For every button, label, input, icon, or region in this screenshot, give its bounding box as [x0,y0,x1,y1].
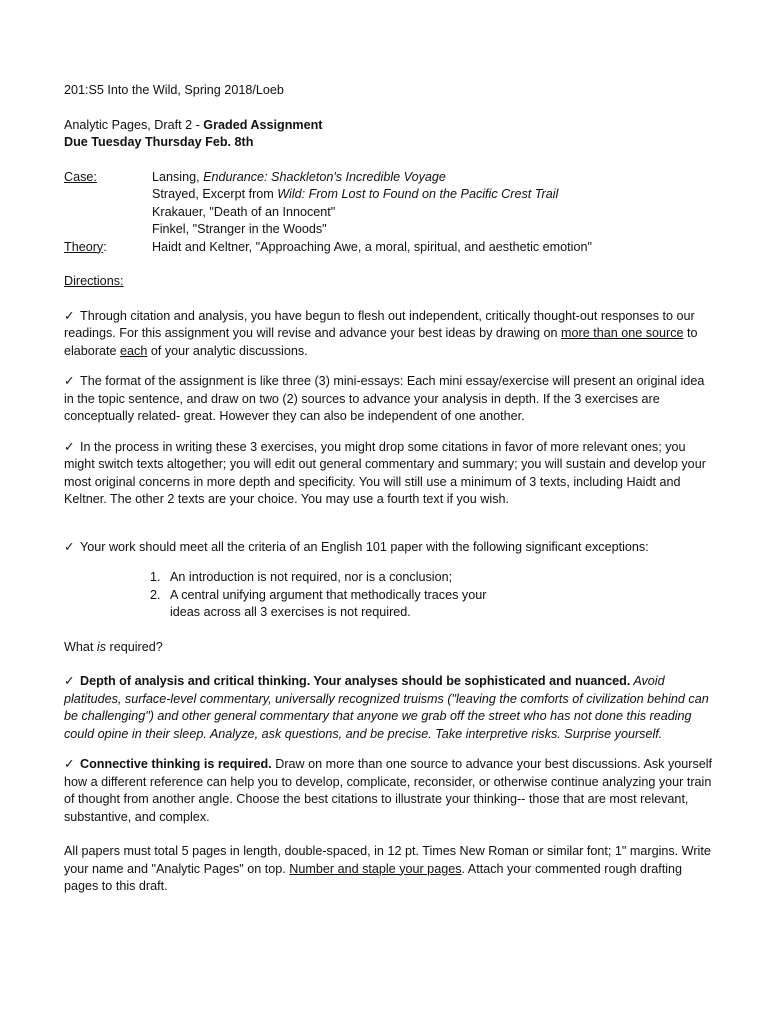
document-page [64,82,714,896]
case-work: Wild: From Lost to Found on the Pacific Crest Trail [277,187,559,201]
required-heading [64,639,714,657]
p5-italic: Avoid platitudes, surface-level commentary, universally recognized truisms ("leaving the comforts of civilization behind can be challenging") and other general commentary that anyone we grab off the street who has not done this reading could opine in their sleep. Analyze, ask questions, and be precise. Take interpretive risks. Surprise yourself. [64,674,709,741]
case-label: Case: [64,169,97,184]
assignment-title-prefix: Analytic Pages, Draft 2 - [64,117,204,132]
requirement-paragraph-2 [64,756,714,826]
list-number: 1. [150,570,161,584]
case-work: "Stranger in the Woods" [192,222,327,236]
assignment-title-bold: Graded Assignment [203,117,323,132]
list-item [150,569,714,587]
case-work: Endurance: Shackleton's Incredible Voyage [203,169,446,184]
case-author: Krakauer, [152,204,210,219]
p1-text-a: Through citation and analysis, you have begun to flesh out independent, critically thought-out responses to our readings. For this assignment you will revise and advance your best ideas by drawing on [64,308,695,340]
required-text-c: required? [106,639,163,654]
case-work: "Death of an Innocent" [209,204,336,219]
p4-text: Your work should meet all the criteria of an English 101 paper with the following significant exceptions: [80,539,649,554]
p5-bold: Depth of analysis and critical thinking. Your analyses should be sophisticated and nuanced. [80,674,631,688]
case-row-4 [64,221,592,239]
checkmark-icon: ✓ [64,374,75,388]
checkmark-icon: ✓ [64,439,75,454]
required-text-is: is [96,639,107,654]
p6-bold: Connective thinking is required. [80,757,272,771]
list-text: An introduction is not required, nor is a conclusion; [170,570,453,584]
checkmark-icon: ✓ [64,757,75,771]
case-row-3 [64,204,592,222]
case-author: Finkel, [152,222,193,236]
format-paragraph [64,843,714,896]
p1-underline-source: more than one source [561,326,684,340]
direction-paragraph-4 [64,539,714,557]
p3-text: In the process in writing these 3 exercises, you might drop some citations in favor of more relevant ones; you might switch texts altogether; you will edit out general commentary and summary; you will sustain and develop your most original concerns in more depth and specificity. You will still use a minimum of 3 texts, including Haidt and Keltner. The other 2 texts are your choice. You may use a fourth text if you wish. [64,439,706,506]
theory-label: Theory [64,239,104,254]
direction-paragraph-1 [64,308,714,361]
p1-text-b: to elaborate [64,326,698,358]
p2-text: The format of the assignment is like three (3) mini-essays: Each mini essay/exercise will present an original idea in the topic sentence, and draw on two (2) sources to advance your analysis in depth. If the 3 exercises are conceptually related- great. However they can also be independent of one another. [64,374,705,423]
case-author: Lansing, [152,169,204,184]
list-number: 2. [150,587,161,602]
checkmark-icon: ✓ [64,539,75,554]
due-date: Due Tuesday Thursday Feb. 8th [64,135,254,149]
readings-table [64,169,592,257]
checkmark-icon: ✓ [64,674,75,688]
p7-text-a: All papers must total 5 pages in length, double-spaced, in 12 pt. Times New Roman or similar font; 1" margins. Write your name and "Analytic Pages" on top. [64,844,711,876]
theory-colon: : [103,239,107,254]
p6-text: Draw on more than one source to advance your best discussions. Ask yourself how a different reference can help you to develop, complicate, reconsider, or otherwise continue analyzing your train of thought from another angle. Choose the best citations to illustrate your thinking-- those that are most relevant, substantive, and complex. [64,757,713,824]
case-author: Strayed, Excerpt from [152,187,278,201]
direction-paragraph-2 [64,373,714,426]
directions-heading: Directions: [64,274,124,288]
course-line: 201:S5 Into the Wild, Spring 2018/Loeb [64,83,284,97]
assignment-title [64,117,714,135]
p7-underline: Number and staple your pages [289,861,462,876]
p1-underline-each: each [120,343,148,358]
p7-text-b: . Attach your commented rough drafting pages to this draft. [64,861,683,893]
list-text: A central unifying argument that methodically traces your ideas across all 3 exercises is not required. [170,587,487,619]
required-text-a: What [64,639,97,654]
theory-row [64,239,592,257]
p1-text-c: of your analytic discussions. [147,343,308,358]
direction-paragraph-3 [64,439,714,509]
requirement-paragraph-1 [64,673,714,743]
case-row-1 [64,169,592,187]
list-item [150,587,500,622]
case-row-2 [64,186,592,204]
exceptions-list [150,569,714,622]
checkmark-icon: ✓ [64,308,75,323]
theory-entry: Haidt and Keltner, "Approaching Awe, a moral, spiritual, and aesthetic emotion" [152,239,592,254]
